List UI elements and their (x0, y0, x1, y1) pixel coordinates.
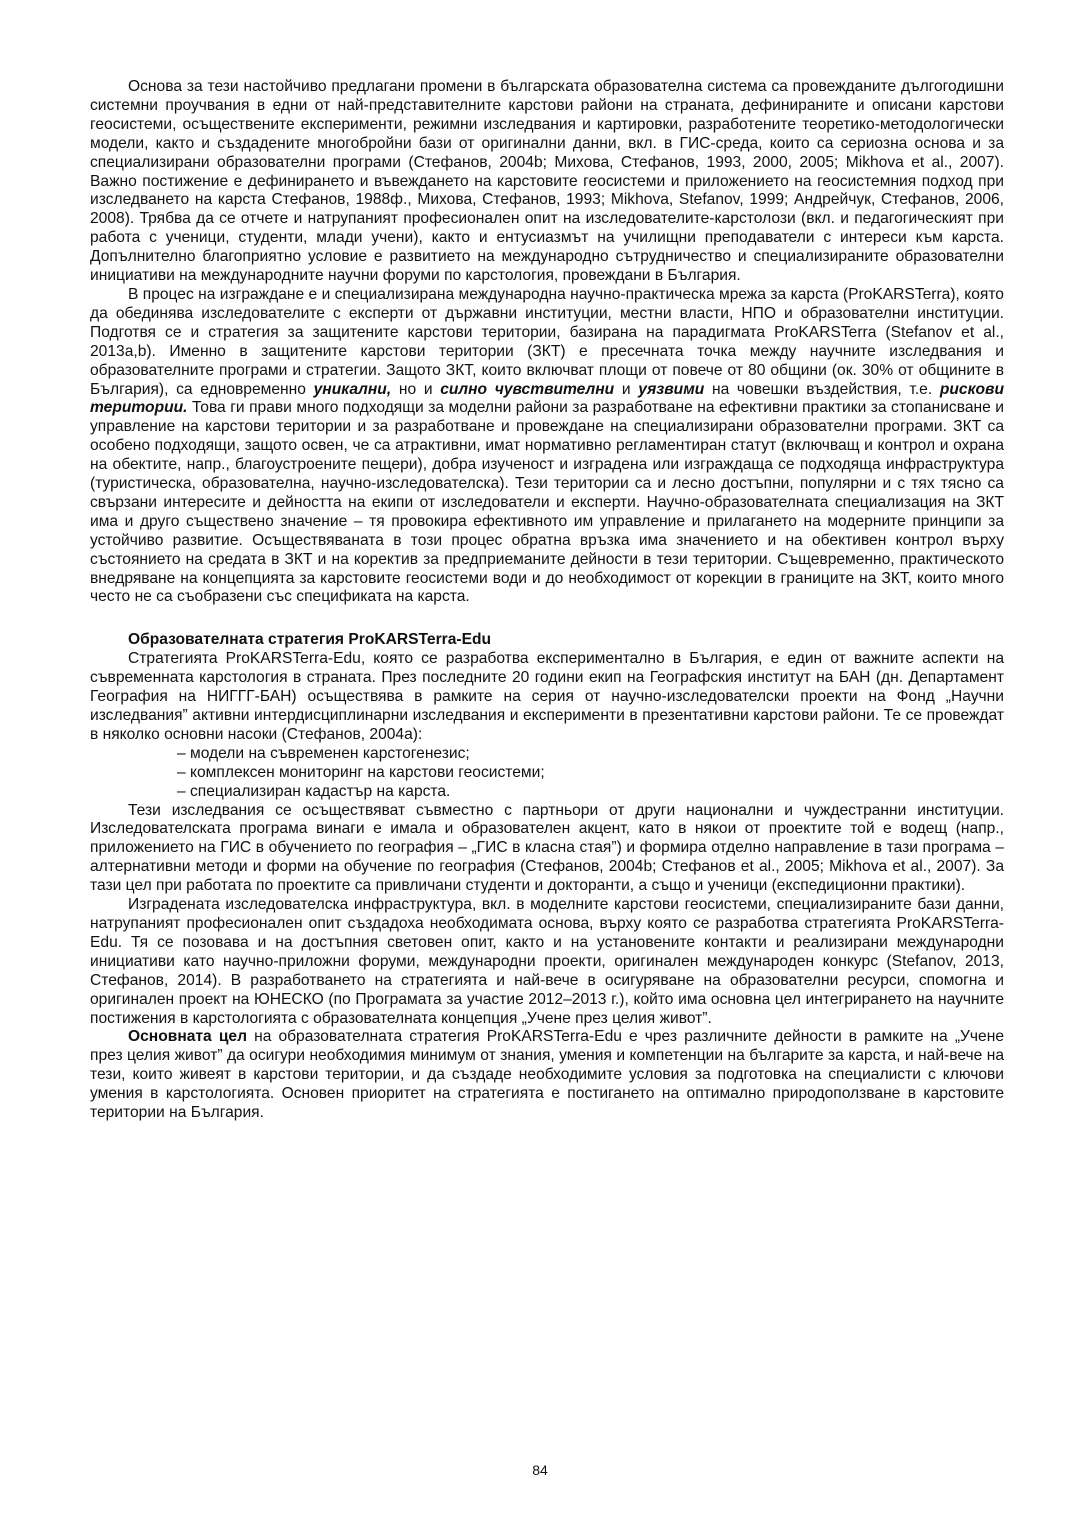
paragraph-2-text-d: и (614, 380, 639, 398)
paragraph-3: Стратегията ProKARSTerra-Edu, която се разработва експериментално в България, е един от важните аспекти на съвременната карстология в страната. През последните 20 години екип на Географския институт на БАН (дн. Департамент География на НИГГГ-БАН) осъществява в рамките на серия от научно-изследователски проекти на Фонд „Научни изследвания” активни интердисциплинарни изследвания и експерименти в презентативни карстови райони. Те се провеждат в няколко основни насоки (Стефанов, 2004a): (90, 650, 1004, 743)
main-goal-bold: Основната цел (128, 1028, 247, 1046)
emphasis-unique: уникални, (313, 380, 392, 398)
paragraph-6 (90, 1028, 1004, 1123)
section-heading: Образователната стратегия ProKARSTerra-Edu (128, 631, 492, 649)
paragraph-1: Основа за тези настойчиво предлагани промени в българската образователна система са провежданите дългогодишни системни проучвания в едни от най-представителните карстови райони на страната, дефинираните и описани карстови геосистеми, осъществените експерименти, режимни изследвания и картировки, разработените теоретико-методологически модели, както и създадените многобройни бази от оригинални данни, вкл. в ГИС-среда, които са сериозна основа и за специализирани образователни програми (Стефанов, 2004b; Михова, Стефанов, 1993, 2000, 2005; Mikhova et al., 2007). Важно постижение е дефинирането и въвеждането на карстовите геосистеми и приложението на геосистемния подход при изследването на карста Стефанов, 1988ф., Михова, Стефанов, 1993; Mikhova, Stefanov, 1999; Андрейчук, Стефанов, 2006, 2008). Трябва да се отчете и натрупаният професионален опит на изследователите-карстолози (вкл. и педагогическият при работа с ученици, студенти, млади учени), както и ентусиазмът на училищни преподаватели с интереси към карста. Допълнително благоприятно условие е развитието на международно сътрудничество и специализираните образователни инициативи на международните научни форуми по карстология, провеждани в България. (90, 78, 1004, 285)
document-body (90, 78, 1004, 1123)
directions-list (90, 745, 1004, 802)
page-number: 84 (532, 1462, 548, 1478)
emphasis-risk-territories: рискови територии. (90, 380, 1004, 417)
emphasis-vulnerable: уязвими (638, 380, 705, 398)
paragraph-2-text-e: на човешки въздействия, т.е. (704, 380, 940, 398)
paragraph-6-text: на образователната стратегия ProKARSTerra-Edu е чрез различните дейности в рамките на „Учене през целия живот” да осигури необходимия минимум от знания, умения и компетенции на българите за карста, и най-вече на тези, които живеят в карстови територии, и да създаде необходимите условия за подготовка на специалисти с ключови умения в карстологията. Основен приоритет на стратегията е постигането на оптимално природоползване в карстовите територии на България. (90, 1028, 1004, 1122)
paragraph-4: Тези изследвания се осъществяват съвместно с партньори от други национални и чуждестранни институции. Изследователската програма винаги е имала и образователен акцент, като в някои от проектите той е водещ (напр., приложението на ГИС в обучението по география – „ГИС в класна стая”) и формира отделно направление в тази програма – алтернативни методи и форми на обучение по география (Стефанов, 2004b; Стефанов et al., 2005; Mikhova et al., 2007). За тази цел при работата по проектите са привличани студенти и докторанти, а също и ученици (експедиционни практики). (90, 801, 1004, 895)
paragraph-2-text-c: но и (391, 380, 441, 398)
emphasis-sensitive: силно чувствителни (440, 380, 615, 398)
paragraph-5: Изградената изследователска инфраструктура, вкл. в моделните карстови геосистеми, специализираните бази данни, натрупаният професионален опит създадоха необходимата основа, върху която се разработва стратегията ProKARSTerra-Edu. Тя се позовава и на достъпния световен опит, както и на установените контакти и реализирани международни инициативи като научно-приложни форуми, международни проекти, оригинален международен конкурс (Stefanov, 2013, Стефанов, 2014). В разработването на стратегията и най-вече в осигуряване на образователни ресурси, спомогна и оригинален проект на ЮНЕСКО (по Програмата за участие 2012–2013 г.), който има основна цел интегрирането на научните постижения в карстологията с образователната концепция „Учене през целия живот”. (90, 896, 1004, 1027)
list-item: – специализиран кадастър на карста. (177, 782, 451, 800)
paragraph-2-text-f: Това ги прави много подходящи за моделни райони за разработване на ефективни практики за стопанисване и управление на карстови територии и за разработване и провеждане на специализирани образователни програми. ЗКТ са особено подходящи, защото освен, че са атрактивни, имат нормативно регламентиран статут (включващ и контрол и охрана на обектите, напр., благоустроените пещери), добра изученост и изградена или изграждаща се подходяща инфраструктура (туристическа, образователна, научно-изследователска). Тези територии са и лесно достъпни, популярни и с тях тясно са свързани интересите и дейността на екипи от изследователи и експерти. Научно-образователната специализация на ЗКТ има и друго съществено значение – тя провокира ефективното им управление и прилагането на модерните принципи за устойчиво развитие. Осъществяваната в този процес обратна връзка има значението и на обективен контрол върху състоянието на средата в ЗКТ и на коректив за предприеманите дейности в тези територии. Същевременно, практическото внедряване на концепцията за карстовите геосистеми води и до необходимост от корекции в границите на ЗКТ, които много често не са съобразени със спецификата на карста. (90, 399, 1004, 606)
list-item: – модели на съвременен карстогенезис; (177, 744, 470, 762)
paragraph-2-text-a: В процес на изграждане е и специализирана международна научно-практическа мрежа за карста (ProKARSTerra), която да обединява изследователите с експерти от държавни институции, местни власти, НПО и образователни институции. Подготвя се и стратегия за защитените карстови територии, базирана на парадигмата ProKARSTerra (Stefanov et al., 2013a,b). Именно в защитените карстови територии (ЗКТ) е пресечната точка между научните изследвания и образователните програми и стратегии. Защото ЗКТ, които включват площи от повече от 80 общини (ок. 30% от общините в България), са едновременно (90, 285, 1004, 398)
paragraph-2 (90, 286, 1004, 607)
list-item: – комплексен мониторинг на карстови геосистеми; (177, 763, 545, 781)
